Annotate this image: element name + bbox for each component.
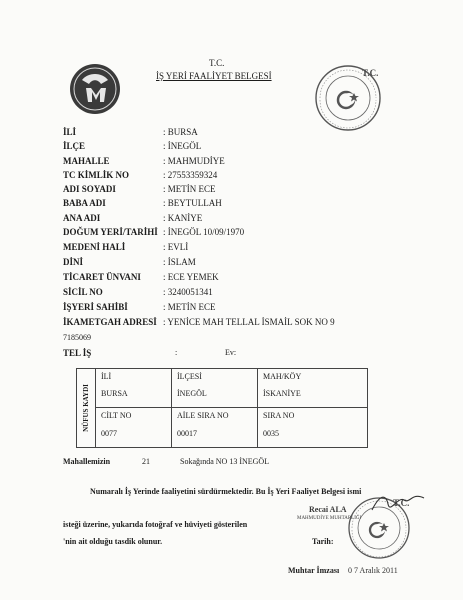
field-label: DİNİ: [63, 257, 84, 267]
field-value: : METİN ECE: [163, 184, 216, 194]
stamp-sub: MAHMUDİYE MUHTARLIĞI: [297, 516, 362, 521]
field-value: : YENİCE MAH TELLAL İSMAİL SOK NO 9: [163, 317, 335, 327]
field-label: İLÇE: [63, 141, 86, 151]
muhtar-signature: [368, 488, 428, 518]
tel-ev-label: Ev:: [225, 348, 237, 357]
statement-line-2: isteği üzerine, yukarıda fotoğraf ve hüviyeti gösterilen: [63, 520, 248, 529]
field-value: : METİN ECE: [163, 302, 216, 312]
field-value: : İNEGÖL 10/09/1970: [163, 227, 245, 237]
field-value: : 27553359324: [163, 170, 218, 180]
field-label: ANA ADI: [63, 213, 101, 223]
field-label: İKAMETGAH ADRESİ: [63, 317, 157, 327]
mahalle-line-number: 21: [142, 457, 150, 466]
nufus-ilce-head: İLÇESİ: [177, 372, 202, 381]
tel-label: TEL İŞ: [63, 348, 92, 358]
nufus-il-head: İLİ: [101, 372, 112, 381]
field-value: : KANİYE: [163, 213, 203, 223]
field-value: : 3240051341: [163, 287, 213, 297]
nufus-cilt-head: CİLT NO: [101, 411, 132, 420]
mahalle-line-label: Mahallemizin: [63, 457, 111, 466]
nufus-mahkoy-value: İSKANİYE: [263, 389, 301, 398]
field-label: BABA ADI: [63, 198, 106, 208]
mahalle-line-rest: Sokağında NO 13 İNEGÖL: [180, 457, 270, 466]
field-value: : İSLAM: [163, 257, 196, 267]
nufus-side-label: NÜFUS KAYDI: [77, 369, 96, 447]
field-value: : BEYTULLAH: [163, 198, 222, 208]
stamp-name: Recai ALA: [309, 505, 347, 514]
svg-text:T.C.: T.C.: [362, 68, 379, 78]
field-label: İŞYERİ SAHİBİ: [63, 302, 128, 312]
statement-line-3: 'nin ait olduğu tasdik olunur.: [63, 537, 163, 546]
field-label: SİCİL NO: [63, 287, 103, 297]
field-value: : EVLİ: [163, 242, 189, 252]
nufus-aile-value: 00017: [177, 429, 197, 438]
field-value: : MAHMUDİYE: [163, 156, 225, 166]
field-label: MAHALLE: [63, 156, 110, 166]
field-label: MEDENİ HALİ: [63, 242, 126, 252]
tarih-label: Tarih:: [312, 537, 334, 546]
field-label: TİCARET ÜNVANI: [63, 272, 141, 282]
nufus-mahkoy-head: MAH/KÖY: [263, 372, 302, 381]
muhtar-date-stamp: 0 7 Aralık 2011: [348, 566, 398, 575]
nufus-ilce-value: İNEGÖL: [177, 389, 207, 398]
field-label: TC KİMLİK NO: [63, 170, 130, 180]
nufus-sira-value: 0035: [263, 429, 279, 438]
muhtar-imzasi-label: Muhtar İmzası: [288, 566, 340, 575]
svg-text:T.C.: T.C.: [393, 498, 410, 508]
statement-line-1: Numaralı İş Yerinde faaliyetini sürdürmektedir. Bu İş Yeri Faaliyet Belgesi ismi: [90, 487, 362, 496]
field-value: : İNEGÖL: [163, 141, 202, 151]
official-seal-top: [302, 56, 392, 136]
field-label: İLİ: [63, 127, 77, 137]
nufus-aile-head: AİLE SIRA NO: [177, 411, 229, 420]
nufus-il-value: BURSA: [101, 389, 128, 398]
document-title: İŞ YERİ FAALİYET BELGESİ: [156, 71, 272, 81]
muhtar-logo: [68, 62, 122, 116]
field-label: ADI SOYADI: [63, 184, 116, 194]
state-abbrev: T.C.: [209, 58, 225, 68]
field-value: : ECE YEMEK: [163, 272, 219, 282]
nufus-sira-head: SIRA NO: [263, 411, 295, 420]
nufus-table: [76, 368, 368, 448]
field-value: : BURSA: [163, 127, 198, 137]
field-label: DOĞUM YERİ/TARİHİ: [63, 227, 158, 237]
tel-separator: :: [175, 348, 178, 357]
address-continuation: 7185069: [63, 333, 91, 342]
nufus-cilt-value: 0077: [101, 429, 117, 438]
